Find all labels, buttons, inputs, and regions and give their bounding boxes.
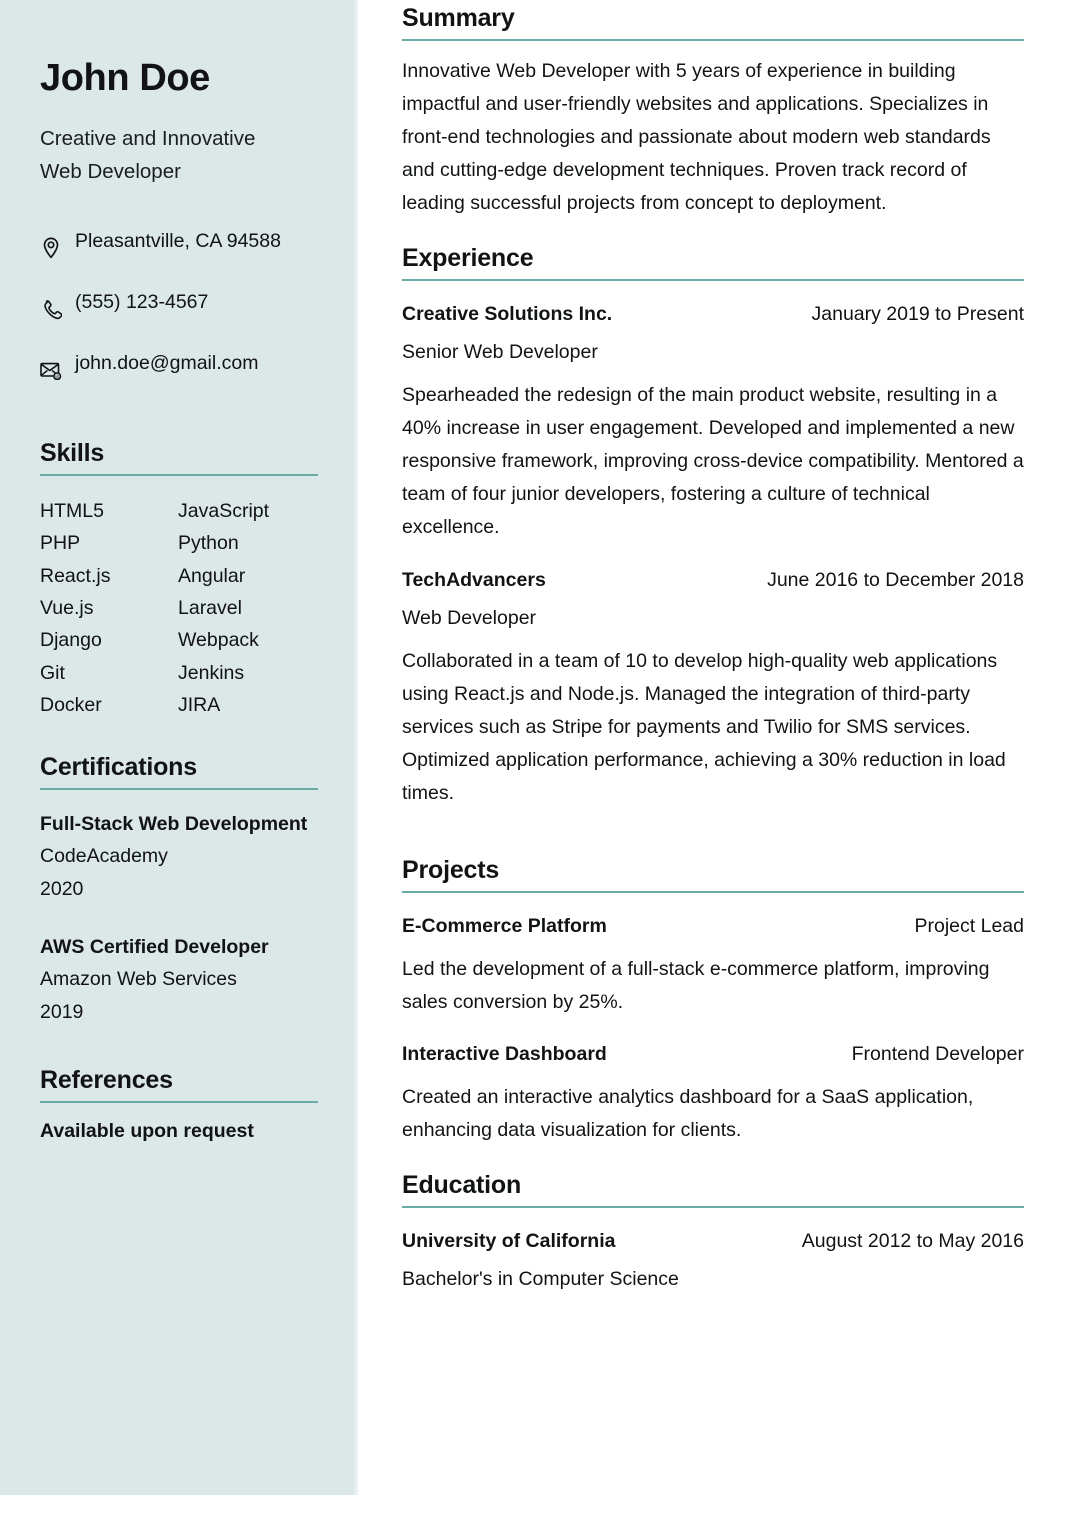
certification-name: AWS Certified Developer (40, 935, 269, 958)
skills-divider (40, 474, 318, 476)
references-text: Available upon request (40, 1119, 254, 1142)
experience-entry-header (402, 303, 1024, 326)
job-subtitle: Creative and Innovative Web Developer (40, 126, 256, 183)
skill-item: Jenkins (178, 661, 245, 684)
location-pin-icon (40, 237, 62, 259)
experience-entry-header (402, 569, 1024, 592)
contact-email-text: john.doe@gmail.com (75, 352, 259, 375)
contact-list (40, 226, 318, 381)
references-heading: References (40, 1066, 173, 1095)
contact-email (40, 348, 318, 381)
project-entry (402, 915, 1024, 1019)
projects-divider (402, 891, 1024, 893)
skill-item: React.js (40, 564, 111, 587)
projects-heading: Projects (402, 856, 500, 885)
contact-location-text: Pleasantville, CA 94588 (75, 230, 281, 253)
project-entry (402, 1043, 1024, 1147)
experience-entry (402, 303, 1024, 545)
contact-location (40, 226, 318, 259)
certification-year: 2020 (40, 877, 84, 900)
education-degree: Bachelor's in Computer Science (402, 1268, 679, 1291)
certification-item (40, 808, 318, 905)
summary-heading: Summary (402, 4, 515, 32)
skill-item: Python (178, 532, 239, 555)
contact-phone-text: (555) 123-4567 (75, 291, 209, 314)
page-title: John Doe (40, 57, 210, 99)
skill-item: Git (40, 661, 65, 684)
envelope-at-icon (40, 359, 62, 381)
certification-name: Full-Stack Web Development (40, 812, 308, 835)
experience-org: Creative Solutions Inc. (402, 302, 613, 325)
skill-item: PHP (40, 532, 81, 555)
skills-grid (40, 495, 318, 722)
experience-heading: Experience (402, 244, 534, 273)
experience-date: January 2019 to Present (811, 302, 1024, 325)
certification-item (40, 931, 318, 1028)
references-section (40, 1066, 318, 1143)
certification-org: CodeAcademy (40, 845, 168, 868)
certification-org: Amazon Web Services (40, 968, 237, 991)
summary-text: Innovative Web Developer with 5 years of experience in building impactful and user-friendly websites and applications. Specializes in front-end technologies and passionate about modern web standards and cutting-edge development techniques. Proven track record of leading successful projects from concept to deployment. (402, 59, 991, 215)
project-role: Frontend Developer (851, 1043, 1024, 1066)
experience-org: TechAdvancers (402, 568, 546, 591)
skill-item: Docker (40, 693, 102, 716)
project-description: Led the development of a full-stack e-commerce platform, improving sales conversion by 25%. (402, 957, 990, 1014)
references-divider (40, 1101, 318, 1103)
education-entry (402, 1230, 1024, 1291)
experience-entry (402, 569, 1024, 811)
project-name: Interactive Dashboard (402, 1043, 607, 1066)
skill-item: JIRA (178, 693, 221, 716)
skill-item: Angular (178, 564, 246, 587)
certifications-section (40, 753, 318, 1028)
projects-section (402, 856, 1024, 1147)
project-entry-header (402, 915, 1024, 938)
certifications-heading: Certifications (40, 753, 197, 782)
main-content (358, 0, 1080, 1527)
phone-icon (40, 298, 62, 320)
summary-section (402, 4, 1024, 220)
education-section (402, 1171, 1024, 1291)
svg-text:@: @ (54, 373, 60, 379)
experience-description: Collaborated in a team of 10 to develop high-quality web applications using React.js and Node.js. Managed the integration of third-party services such as Stripe for payments and Twilio for SMS services. Optimized application performance, achieving a 30% reduction in load times. (402, 649, 1006, 805)
skill-item: JavaScript (178, 499, 270, 522)
experience-date: June 2016 to December 2018 (767, 568, 1024, 591)
skills-heading: Skills (40, 439, 105, 468)
experience-role: Senior Web Developer (402, 340, 598, 363)
skill-item: Django (40, 629, 102, 652)
experience-section (402, 244, 1024, 810)
education-date: August 2012 to May 2016 (801, 1230, 1024, 1253)
project-entry-header (402, 1043, 1024, 1066)
skill-item: HTML5 (40, 499, 104, 522)
summary-divider (402, 39, 1024, 41)
skill-item: Laravel (178, 596, 242, 619)
skill-item: Webpack (178, 629, 259, 652)
project-role: Project Lead (914, 914, 1024, 937)
certification-year: 2019 (40, 1000, 84, 1023)
education-divider (402, 1206, 1024, 1208)
experience-role: Web Developer (402, 606, 537, 629)
education-org: University of California (402, 1230, 616, 1253)
experience-divider (402, 279, 1024, 281)
skills-section (40, 439, 318, 721)
education-heading: Education (402, 1171, 522, 1200)
project-name: E-Commerce Platform (402, 914, 607, 937)
skill-item: Vue.js (40, 596, 94, 619)
project-description: Created an interactive analytics dashboard for a SaaS application, enhancing data visualization for clients. (402, 1086, 974, 1142)
contact-phone (40, 287, 318, 320)
certifications-divider (40, 788, 318, 790)
sidebar (0, 0, 358, 1495)
education-entry-header (402, 1230, 1024, 1253)
experience-description: Spearheaded the redesign of the main product website, resulting in a 40% increase in user engagement. Developed and implemented a new responsive framework, improving cross-device compatibility. Mentored a team of four junior developers, fostering a culture of technical excellence. (402, 383, 1024, 539)
